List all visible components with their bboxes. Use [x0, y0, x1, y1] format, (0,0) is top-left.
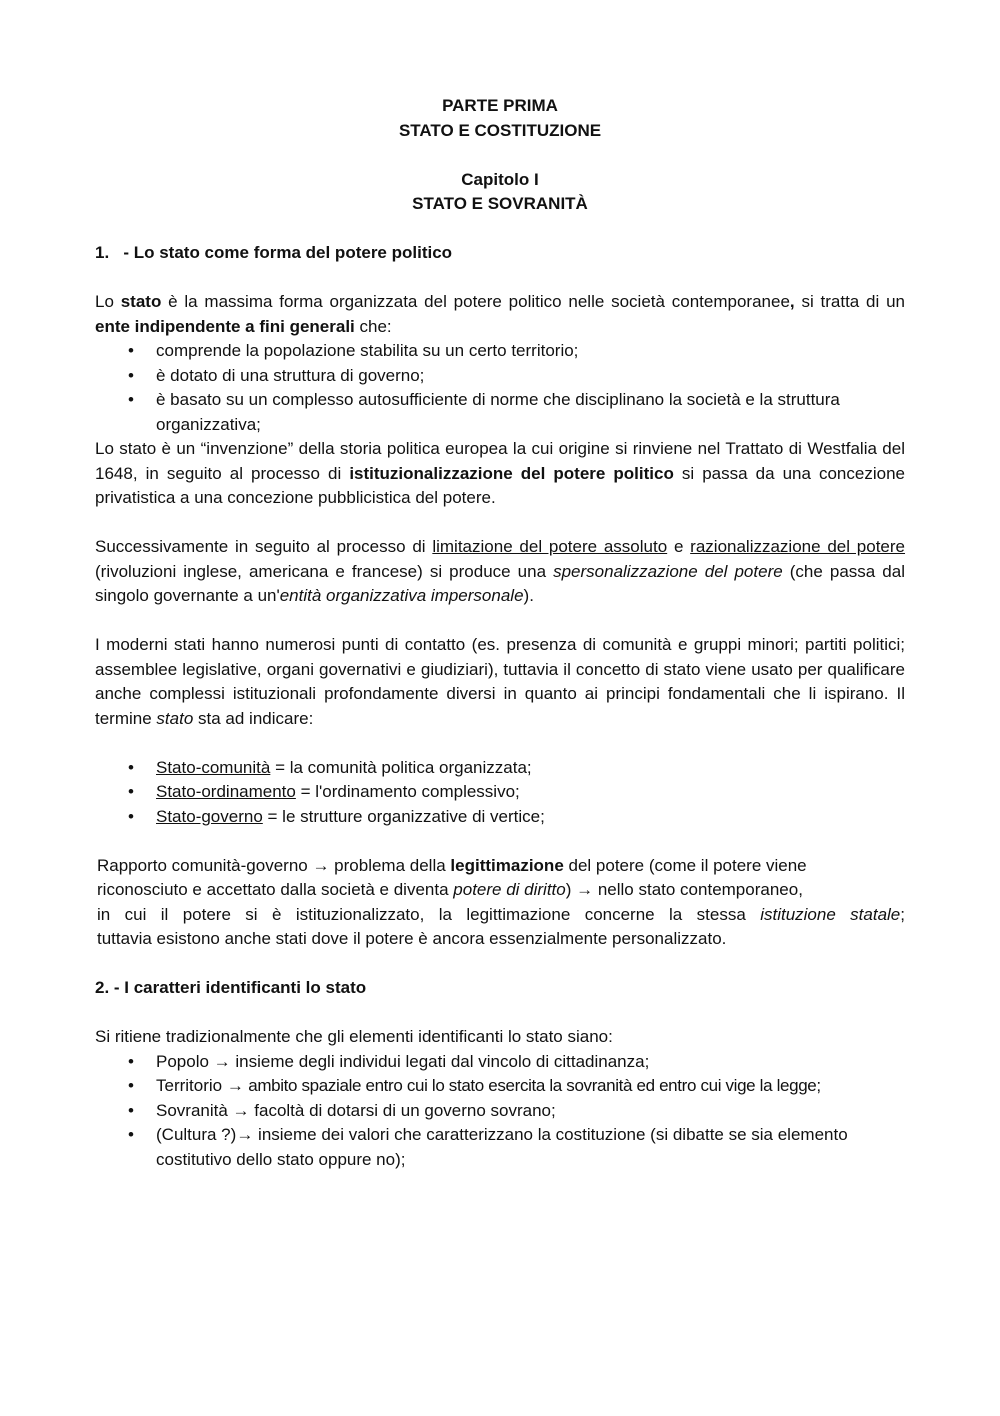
- list-item: • Stato-ordinamento = l'ordinamento complessivo;: [95, 780, 905, 805]
- chapter-label: Capitolo I: [461, 169, 539, 189]
- chapter-title: STATO E SOVRANITÀ: [412, 194, 588, 213]
- bullet-icon: •: [128, 341, 134, 360]
- page-content: [95, 94, 905, 1172]
- paragraph-westfalia: Lo stato è un “invenzione” della storia politica europea la cui origine si rinviene nel Trattato di Westfalia del 1648, in seguito al processo di istituzionalizzazione del potere politico si passa da una concezione privatistica a una concezione pubblicistica del potere.: [95, 439, 905, 507]
- list-item: • Stato-governo = le strutture organizzative di vertice;: [95, 805, 905, 830]
- part-title: STATO E COSTITUZIONE: [398, 120, 602, 140]
- bullet-icon: •: [128, 365, 134, 385]
- list-item: • Sovranità → facoltà di dotarsi di un governo sovrano;: [95, 1099, 905, 1124]
- list-item: • Popolo → insieme degli individui legati dal vincolo di cittadinanza;: [95, 1050, 905, 1075]
- section-1-heading: 1. - Lo stato come forma del potere politico: [95, 243, 453, 262]
- paragraph-limitazione: Successivamente in seguito al processo di limitazione del potere assoluto e razionalizzazione del potere (rivoluzioni inglese, americana e francese) si produce una spersonalizzazione del potere (che passa dal singolo governante a un'entità organizzativa impersonale).: [95, 537, 906, 605]
- list-item: • comprende la popolazione stabilita su un certo territorio;: [95, 339, 905, 364]
- part-label: PARTE PRIMA: [442, 96, 558, 115]
- paragraph-legittimazione: Rapporto comunità-governo → problema della legittimazione del potere (come il potere viene riconosciuto e accettato dalla società e diventa potere di diritto) → nello stato contemporaneo, in cui il potere si è istituzionalizzato, la legittimazione concerne la stessa istituzione statale; tuttavia esistono anche stati dove il potere è ancora essenzialmente personalizzato.: [97, 855, 906, 948]
- paragraph-definition: Lo stato è la massima forma organizzata del potere politico nelle società contemporanee, si tratta di un ente indipendente a fini generali che:: [95, 292, 905, 336]
- arrow-right-icon: →: [236, 1125, 254, 1144]
- bullet-icon: •: [128, 782, 134, 801]
- bullet-icon: •: [128, 806, 134, 826]
- bullet-icon: •: [128, 1076, 134, 1095]
- paragraph-moderni-stati: I moderni stati hanno numerosi punti di contatto (es. presenza di comunità e gruppi minori; partiti politici; assemblee legislative, organi governativi e giudiziari), tuttavia il concetto di stato viene usato per qualificare anche complessi istituzionali profondamente diversi in quanto ai principi fondamentali che li ispirano. Il termine stato sta ad indicare:: [95, 635, 905, 728]
- state-elements-list: [95, 1050, 905, 1173]
- bullet-icon: •: [128, 1125, 134, 1144]
- bullet-icon: •: [128, 1051, 134, 1071]
- arrow-right-icon: →: [226, 1076, 244, 1095]
- list-item: • è basato su un complesso autosufficiente di norme che disciplinano la società e la struttura organizzativa;: [128, 390, 840, 434]
- list-item: • è dotato di una struttura di governo;: [95, 364, 905, 389]
- state-meanings-list: [95, 756, 905, 830]
- arrow-right-icon: →: [232, 1100, 250, 1120]
- bullet-icon: •: [128, 1100, 134, 1120]
- section-2-heading: 2. - I caratteri identificanti lo stato: [95, 978, 367, 997]
- list-item: • Territorio → ambito spaziale entro cui lo stato esercita la sovranità ed entro cui vige la legge;: [95, 1074, 905, 1099]
- state-features-list: [95, 339, 905, 437]
- paragraph-elementi-intro: Si ritiene tradizionalmente che gli elementi identificanti lo stato siano:: [95, 1027, 613, 1046]
- list-item: • (Cultura ?)→ insieme dei valori che caratterizzano la costituzione (si dibatte se sia elemento costitutivo dello stato oppure no);: [128, 1125, 848, 1169]
- bullet-icon: •: [128, 757, 134, 777]
- bullet-icon: •: [128, 390, 134, 409]
- arrow-right-icon: →: [213, 1051, 231, 1071]
- list-item: • Stato-comunità = la comunità politica organizzata;: [95, 756, 905, 781]
